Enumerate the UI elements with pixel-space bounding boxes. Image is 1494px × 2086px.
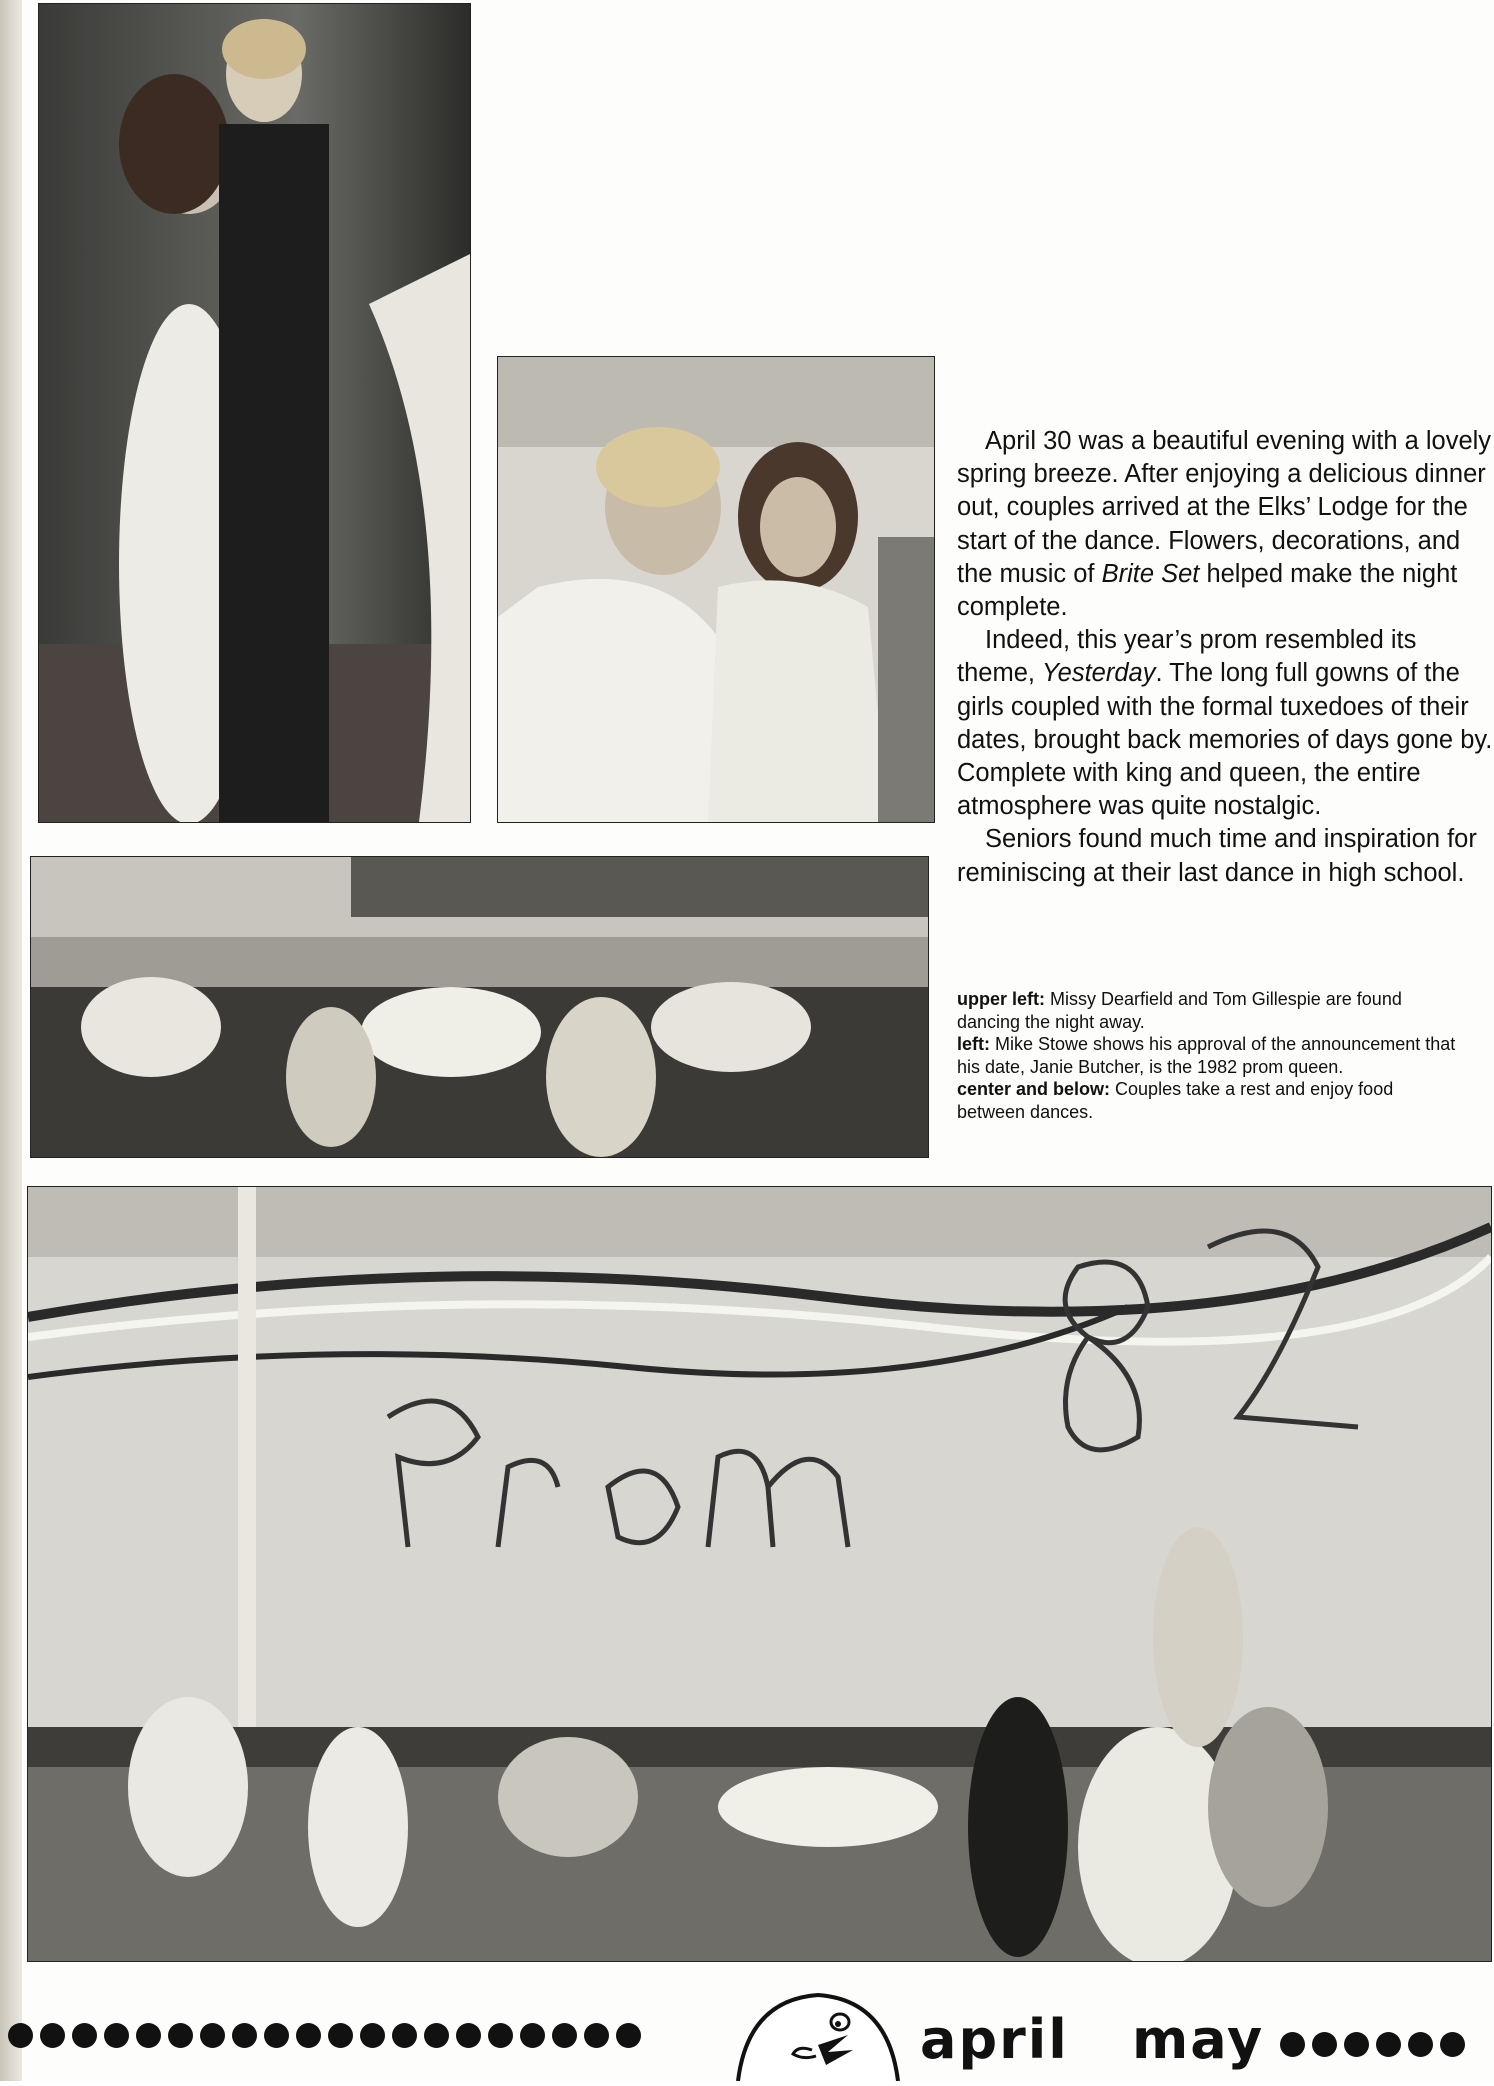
photo-tables-center: [30, 856, 929, 1158]
footer-dot: [168, 2023, 193, 2048]
photo-couple-dancing: [38, 3, 471, 823]
story-paragraph: Indeed, this year’s prom resembled its theme, Yesterday. The long full gowns of the girls coupled with the formal tuxedoes of their dates, brought back memories of days gone by. Complete with king and queen, the entire atmosphere was quite nostalgic.: [957, 626, 1493, 821]
page-footer: [0, 1990, 1494, 2081]
footer-dot: [456, 2023, 481, 2048]
footer-dot: [1376, 2032, 1401, 2057]
photo-prom-82-banner-hall: [27, 1186, 1492, 1962]
footer-dot: [104, 2023, 129, 2048]
footer-dot: [1312, 2032, 1337, 2057]
photo-captions: [957, 988, 1457, 1123]
caption-upper-left: upper left: Missy Dearfield and Tom Gillespie are found dancing the night away.: [957, 989, 1402, 1032]
footer-dot: [136, 2023, 161, 2048]
footer-dot: [520, 2023, 545, 2048]
footer-dot: [1440, 2032, 1465, 2057]
footer-dots-right: [1280, 2032, 1465, 2057]
footer-dots-left: [8, 2023, 641, 2048]
footer-dot: [264, 2023, 289, 2048]
footer-dot: [232, 2023, 257, 2048]
caption-center-and-below: center and below: Couples take a rest and enjoy food between dances.: [957, 1079, 1394, 1122]
footer-month-april: april: [920, 2008, 1069, 2071]
story-paragraph: Seniors found much time and inspiration for reminiscing at their last dance in high school.: [957, 825, 1477, 887]
footer-dot: [296, 2023, 321, 2048]
footer-dot: [424, 2023, 449, 2048]
footer-dot: [1408, 2032, 1433, 2057]
caption-left: left: Mike Stowe shows his approval of the announcement that his date, Janie Butcher, is the 1982 prom queen.: [957, 1034, 1456, 1077]
footer-dot: [616, 2023, 641, 2048]
footer-dot: [1280, 2032, 1305, 2057]
photo-prom-king-and-queen: [497, 356, 935, 823]
footer-dot: [1344, 2032, 1369, 2057]
footer-dot: [392, 2023, 417, 2048]
footer-dot: [360, 2023, 385, 2048]
story-paragraph: April 30 was a beautiful evening with a lovely spring breeze. After enjoying a delicious dinner out, couples arrived at the Elks’ Lodge for the start of the dance. Flowers, decorations, and the music of Brite Set helped make the night complete.: [957, 427, 1492, 622]
footer-dot: [552, 2023, 577, 2048]
footer-dot: [200, 2023, 225, 2048]
footer-month-may: may: [1132, 2008, 1265, 2071]
footer-dot: [584, 2023, 609, 2048]
footer-dot: [40, 2023, 65, 2048]
page-spine: [0, 0, 22, 2081]
footer-dot: [72, 2023, 97, 2048]
footer-dot: [8, 2023, 33, 2048]
pac-man-mascot-icon: [728, 1990, 908, 2081]
story-text: [957, 425, 1494, 890]
footer-dot: [488, 2023, 513, 2048]
footer-dot: [328, 2023, 353, 2048]
